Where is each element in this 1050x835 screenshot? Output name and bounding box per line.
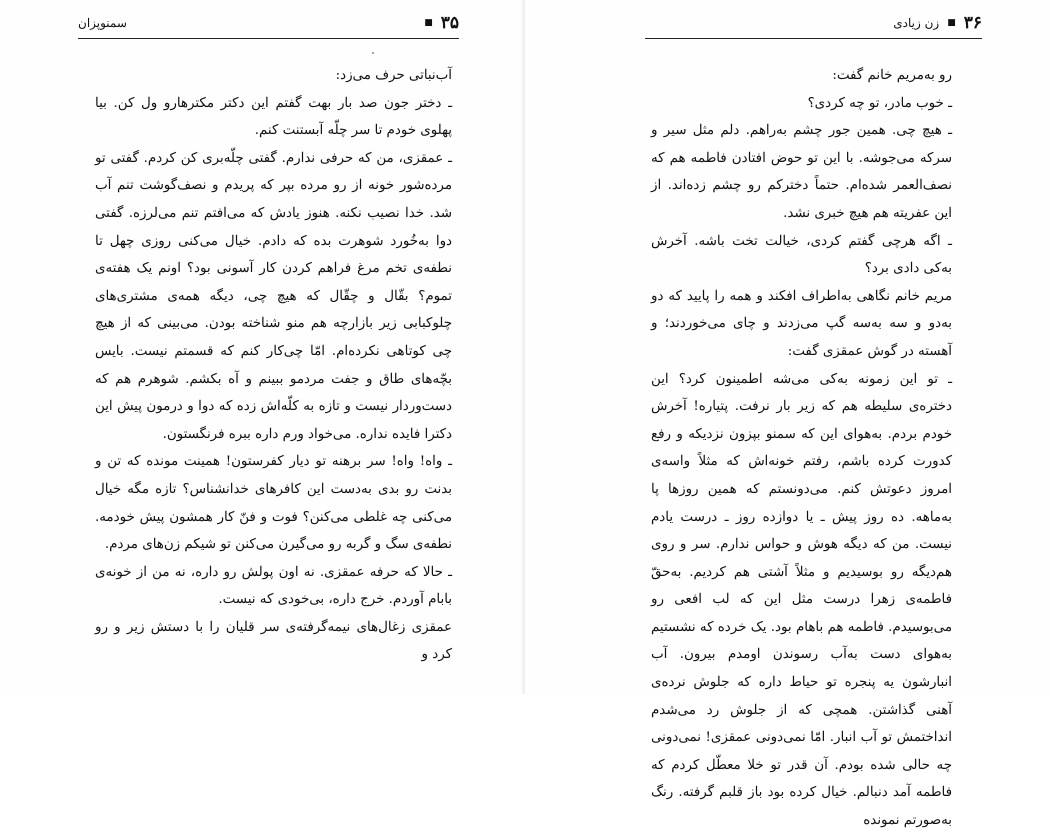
paragraph: ـ هیچ چی. همین جور چشم به‌راهم. دلم مثل سیر و سرکه می‌جوشه. با این تو حوض افتادن فاطمه هم که نصف‌العمر شده‌ام. حتماً دخترکم رو چشم زده‌اند. از این عفریته هم هیچ خبری نشد. — [651, 123, 952, 221]
paragraph: ـ عمقزی، من که حرفی ندارم. گفتی چلّه‌بری کن کردم. گفتی تو مرده‌شور خونه از رو مرده بپر که پریدم و نصف‌گوشت تنم آب شد. خدا نصیب نکنه. هنوز یادش که می‌افتم تنم می‌لرزه. گفتی دوا به‌خُورد شوهرت بده که دادم. خیال می‌کنی روزی چهل تا نطفه‌ی تخم مرغ فراهم کردن کار آسونی بود؟ اونم یک هفته‌ی تموم؟ بقّال و چقّال که هیچ چی، دیگه همه‌ی مشتری‌های چلوکبابی زیر بازارچه هم منو شناخته بودن. می‌بینی که از هیچ چی کوتاهی نکرده‌ام. امّا چی‌کار کنم که قسمتم نیست. بایس بچّه‌های طاق و جفت مردمو ببینم و آه بکشم. شوهرم هم که دست‌وردار نیست و تازه به کلّه‌اش زده که دوا و درمون پیش این دکترا فایده نداره. می‌خواد ورم داره ببره فرنگستون. — [95, 150, 452, 442]
header-separator-square: ■ — [424, 18, 433, 28]
right-body-text — [651, 62, 952, 835]
left-body-text — [95, 62, 452, 669]
right-running-title: زن زیادی — [893, 16, 940, 30]
right-page — [525, 0, 1050, 829]
left-page — [0, 0, 525, 694]
paragraph: آب‌نباتی حرف می‌زد: — [335, 68, 452, 83]
paragraph: عمقزی زغال‌های نیمه‌گرفته‌ی سر قلیان را با دستش زیر و رو کرد و — [95, 619, 452, 663]
left-page-header — [78, 12, 459, 34]
paragraph: ـ واه! واه! سر برهنه تو دیار کفرستون! همینت مونده که تن و بدنت رو بدی به‌دست این کافرهای خدانشناس؟ تازه مگه خیال می‌کنی چه غلطی می‌کنن؟ فوت و فنّ کار همشون پیش خودمه. نطفه‌ی سگ و گربه رو می‌گیرن می‌کنن تو شیکم زن‌های مردم. — [95, 454, 452, 553]
right-page-header — [645, 12, 982, 34]
paragraph: ـ دختر جون صد بار بهت گفتم این دکتر مکترهارو ول کن. بیا پهلوی خودم تا سر چلّه آبستنت کنم. — [95, 95, 452, 139]
paragraph: ـ حالا که حرفه عمقزی. نه اون پولش رو داره، نه من از خونه‌ی بابام آوردم. خرج داره، بی‌خودی که نیست. — [95, 564, 452, 608]
left-header-rule — [78, 38, 459, 39]
right-page-number: ۳۶ — [963, 13, 982, 33]
paragraph: ـ خوب مادر، تو چه کردی؟ — [807, 95, 952, 111]
paragraph: مریم خانم نگاهی به‌اطراف افکند و همه را پایید که دو به‌دو و سه به‌سه گپ می‌زدند و چای می‌خوردند؛ و آهسته در گوش عمقزی گفت: — [651, 288, 952, 359]
paragraph: رو به‌مریم خانم گفت: — [832, 68, 952, 83]
speck — [372, 52, 374, 54]
left-page-number: ۳۵ — [440, 13, 459, 33]
paragraph: ـ تو این زمونه به‌کی می‌شه اطمینون کرد؟ این دختره‌ی سلیطه هم که زیر بار نرفت. پتیاره! آخرش خودم بردم. به‌هوای این که سمنو بپزون نزدیکه و رفع کدورت کرده باشم، رفتم خونه‌اش که مثلاً واسه‌ی امروز دعوتش کنم. می‌دونستم که همین روزها پا به‌ماهه. ده روز پیش ـ یا دوازده روز ـ درست یادم نیست. من که دیگه هوش و حواس ندارم. سر و روی هم‌دیگه رو بوسیدیم و مثلاً آشتی هم کردیم. به‌حقّ فاطمه‌ی زهرا درست مثل این که لب افعی رو می‌بوسیدم. فاطمه هم باهام بود. یک خرده که نشستیم به‌هوای دست به‌آب رسوندن اومدم بیرون. آب انبارشون یه پنجره تو حیاط داره که جلوش نرده‌ی آهنی گذاشتن. همچی که از جلوش رد می‌شدم انداختمش تو آب انبار. امّا نمی‌دونی عمقزی! نمی‌دونی چه حالی شده بودم. آن قدر تو خلا معطّل کردم که فاطمه آمد دنبالم. خیال کرده بود باز قلبم گرفته. رنگ به‌صورتم نمونده — [651, 371, 952, 829]
left-running-title: سمنوپزان — [78, 16, 127, 30]
right-header-rule — [645, 38, 982, 39]
header-separator-square: ■ — [947, 18, 956, 28]
paragraph: ـ اگه هرچی گفتم کردی، خیالت تخت باشه. آخرش به‌کی دادی برد؟ — [651, 233, 952, 277]
